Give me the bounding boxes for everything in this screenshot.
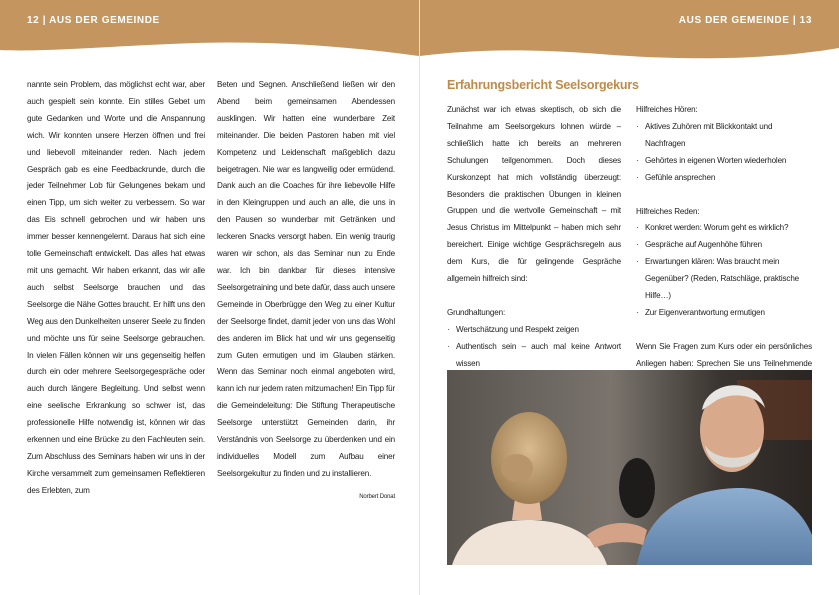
intro-text: Zunächst war ich etwas skeptisch, ob sich die Teilnahme am Seelsorgekurs lohnen würde – schließlich hatte ich bereits an mehreren Schulungen teilgenommen. Doch dieses Kurskonzept hat mich vollständig überzeugt: Besonders die praktischen Übungen in kleinen Gruppen und die wertvolle Gemeinschaft – mit Jesus Christus im Mittelpunkt – haben mich sehr bereichert. Einige wichtige Gesprächsregeln aus dem Kurs, die für gelingende Gespräche allgemein hilfreich sind: — [447, 105, 621, 284]
list-item: · Aktives Zuhören mit Blickkontakt und Nachfragen — [636, 119, 812, 153]
list-item: · Wertschätzung und Respekt zeigen — [447, 322, 621, 339]
woman-head — [491, 412, 567, 504]
body-text: nannte sein Problem, das möglichst echt war, aber auch gespielt sein konnte. Ein stilles Gebet um gute Gedanken und Worte und die Anspannung wich. Wir konnten unsere Herzen öffnen und frei und liebevoll miteinander reden. Nach jedem Gespräch gab es eine Feedbackrunde, durch die jeder Teilnehmer Lob für Gelungenes bekam und einen Tipp, um sich weiter zu verbessern. So war das Eis schnell gebrochen und wir haben uns immer besser kennengelernt. Daraus hat sich eine tolle Gemeinschaft entwickelt. Das alles hat etwas mit uns gemacht. Wir haben erkannt, das wir alle auch selbst Seelsorge brauchen und das Seelsorge die Nähe Gottes braucht. Er hilft uns den Weg aus den Dunkelheiten unserer Seele zu finden und möchte uns für seine Seelsorge gebrauchen. In vielen Fällen können wir uns gegenseitig helfen durch ein oder mehrere Seelsorgegespräche oder auch durch längere Begleitung. Und selbst wenn eine seelische Erkrankung so schwer ist, das professionelle Hilfe notwendig ist, können wir das erkennen und eine Brücke zu den Fachleuten sein. Zum Abschluss des Seminars haben wir uns in der Kirche versammelt zum gemeinsamen Reflektieren des Erlebten, zum — [27, 80, 205, 495]
reden-heading: Hilfreiches Reden: — [636, 206, 700, 216]
hair-bun — [501, 454, 533, 482]
bullet: · — [447, 324, 450, 334]
article-title: Erfahrungsbericht Seelsorgekurs — [447, 78, 639, 92]
page-number-left: 12 | AUS DER GEMEINDE — [27, 15, 160, 26]
bullet: · — [636, 240, 639, 250]
left-column-1 — [27, 77, 205, 500]
page-number-right: AUS DER GEMEINDE | 13 — [678, 15, 812, 26]
list-item: · Authentisch sein – auch mal keine Antwort wissen — [447, 339, 621, 373]
header-wave-left — [0, 0, 419, 56]
list-item: · Zur Eigenverantwortung ermutigen — [636, 305, 812, 322]
left-column-2 — [217, 77, 395, 506]
bullet: · — [636, 155, 639, 165]
header-wave-right — [420, 0, 839, 58]
bullet: · — [636, 257, 639, 267]
counseling-photo — [447, 370, 812, 565]
list-item: · Gespräche auf Augenhöhe führen — [636, 237, 812, 254]
list-item: · Gefühle ansprechen — [636, 170, 812, 187]
vase — [619, 458, 655, 518]
list-item: · Gehörtes in eigenen Worten wiederholen — [636, 153, 812, 170]
bullet: · — [636, 223, 639, 233]
bullet: · — [636, 307, 639, 317]
list-item: · Erwartungen klären: Was braucht mein Gegenüber? (Reden, Ratschläge, praktische Hilfe…) — [636, 254, 812, 305]
grundhaltungen-heading: Grundhaltungen: — [447, 307, 506, 317]
bullet: · — [636, 121, 639, 131]
author-signature: Norbert Donat — [359, 493, 395, 500]
list-item: · Konkret werden: Worum geht es wirklich? — [636, 220, 812, 237]
body-text: Beten und Segnen. Anschließend ließen wir den Abend beim gemeinsamen Abendessen ausklingen. Wir hatten eine wunderbare Zeit miteinander. Die beiden Pastoren haben mit viel Kompetenz und Leidenschaft maßgeblich dazu beigetragen. Nie war es langweilig oder ermüdend. Dank auch an die Coaches für ihre liebevolle Hilfe in den Kleingruppen und auch an alle, die uns in den Pausen so wunderbar mit Getränken und leckeren Snacks versorgt haben. Ein wenig traurig waren wir schon, als das Seminar nun zu Ende war. Ich bin dankbar für dieses intensive Seelsorgetraining und bete dafür, dass auch unsere Gemeinde in Oberbrügge den Weg zu einer Kultur der Seelsorge findet, damit jeder von uns das Wohl des anderen im Blick hat und wir uns gegenseitig zum Guten ermutigen und im Glauben stärken. Wenn das Seminar noch einmal angeboten wird, kann ich nur jedem raten mitzumachen! Ein Tipp für die Gemeindeleitung: Die Stiftung Therapeutische Seelsorge unterstützt Gemeinden darin, ihr Verständnis von Seelsorge zu überdenken und ein individuelles Modell zum Aufbau einer Seelsorgekultur zu finden und zu installieren. — [217, 80, 395, 478]
page-fold — [419, 0, 420, 595]
bullet: · — [636, 172, 639, 182]
closing-text: Wenn Sie Fragen zum Kurs oder ein persönliches Anliegen haben: Sprechen Sie uns Teilnehmende — [636, 341, 812, 368]
hoeren-heading: Hilfreiches Hören: — [636, 105, 698, 114]
bullet: · — [447, 341, 450, 351]
right-column-1 — [447, 102, 621, 390]
